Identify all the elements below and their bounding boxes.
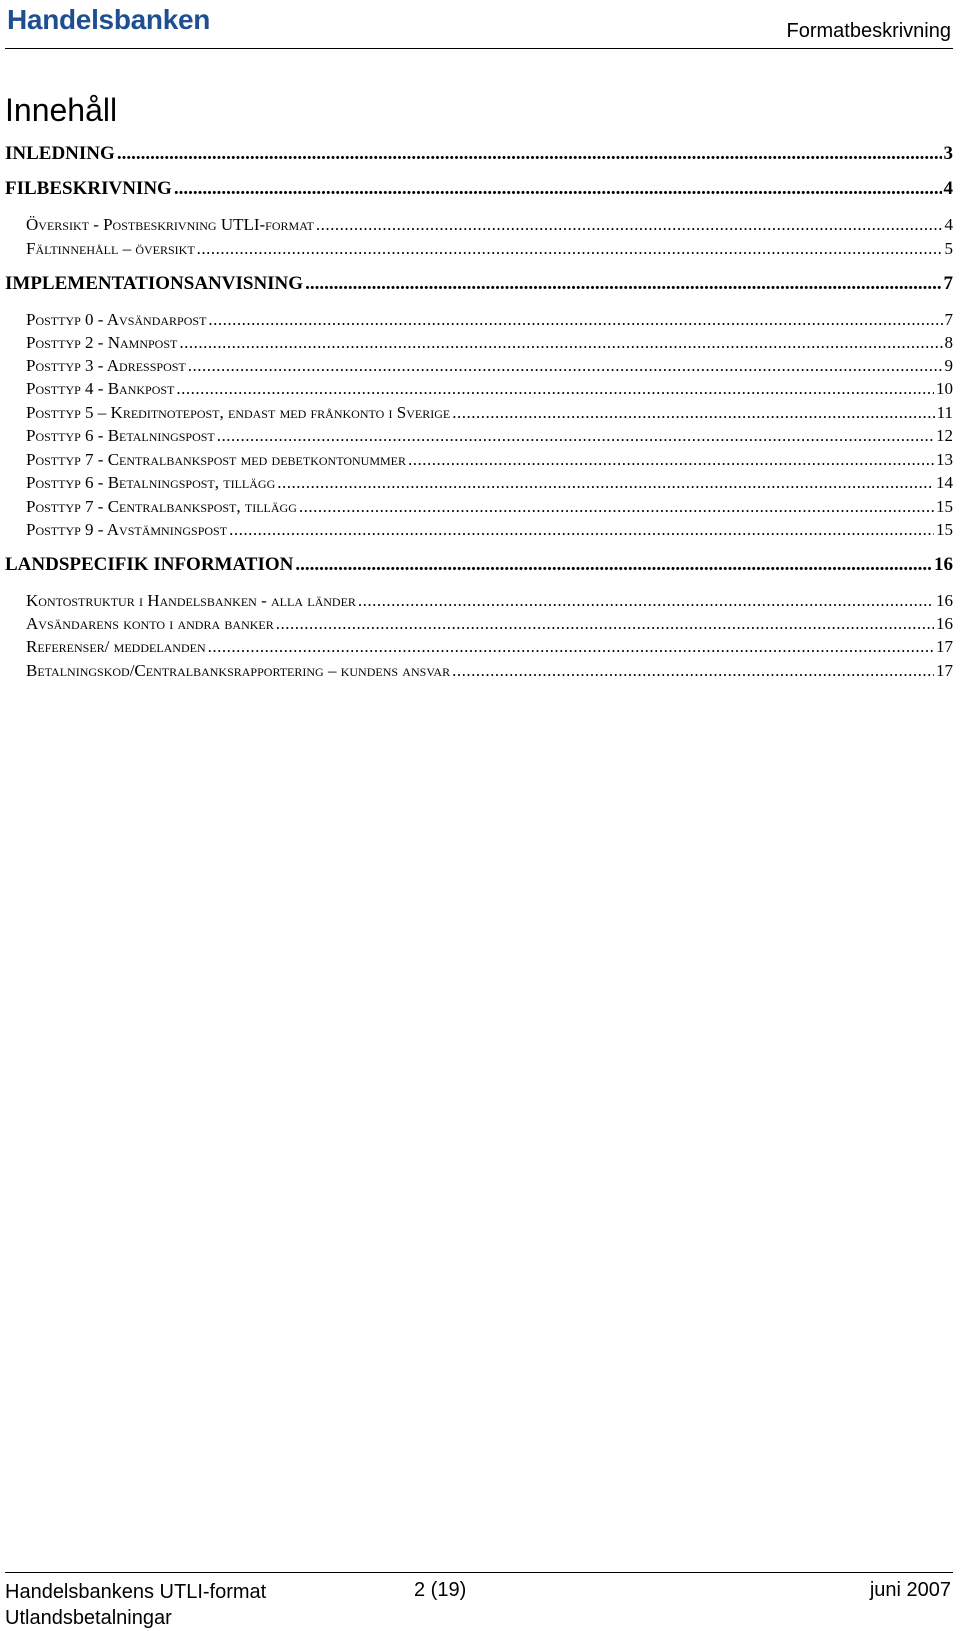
toc-entry-page-number: 4: [943, 178, 953, 199]
document-type-title: Formatbeskrivning: [786, 20, 951, 42]
toc-entry[interactable]: [5, 660, 953, 682]
page-header: [5, 0, 953, 49]
toc-entry-title: INLEDNING: [5, 143, 115, 164]
toc-entry-page-number: 9: [944, 356, 953, 375]
toc-entry[interactable]: [5, 178, 953, 200]
page-footer: [5, 1572, 953, 1629]
toc-entry-title: Posttyp 4 - Bankpost: [26, 379, 175, 398]
toc-entry-page-number: 5: [944, 239, 953, 258]
toc-heading: Innehåll: [5, 92, 118, 128]
toc-entry-page-number: 15: [936, 497, 953, 516]
toc-entry-page-number: 12: [936, 426, 953, 445]
toc-dot-leader: [174, 178, 942, 200]
toc-dot-leader: [117, 143, 942, 165]
toc-entry[interactable]: [5, 425, 953, 447]
toc-entry[interactable]: [5, 449, 953, 471]
toc-dot-leader: [452, 402, 934, 424]
toc-entry-title: Översikt - Postbeskrivning UTLI-format: [26, 215, 314, 234]
toc-entry[interactable]: [5, 613, 953, 635]
toc-dot-leader: [316, 214, 943, 236]
toc-entry-page-number: 8: [944, 333, 953, 352]
toc-dot-leader: [229, 519, 934, 541]
toc-entry-title: Referenser/ meddelanden: [26, 637, 206, 656]
footer-page-number: 2 (19): [414, 1579, 467, 1601]
toc-entry-page-number: 4: [944, 215, 953, 234]
toc-entry[interactable]: [5, 636, 953, 658]
toc-dot-leader: [452, 660, 934, 682]
toc-entry-page-number: 7: [944, 310, 953, 329]
toc-entry-page-number: 17: [936, 637, 953, 656]
toc-entry-title: Posttyp 7 - Centralbankspost, tillägg: [26, 497, 297, 516]
toc-dot-leader: [208, 309, 942, 331]
toc-entry[interactable]: [5, 378, 953, 400]
toc-dot-leader: [179, 332, 942, 354]
toc-dot-leader: [197, 238, 943, 260]
toc-entry[interactable]: [5, 496, 953, 518]
toc-entry-page-number: 16: [936, 614, 953, 633]
toc-entry-title: Posttyp 7 - Centralbankspost med debetkontonummer: [26, 450, 406, 469]
toc-entry-page-number: 16: [934, 554, 953, 575]
toc-entry-title: Posttyp 5 – Kreditnotepost, endast med frånkonto i Sverige: [26, 403, 451, 422]
toc-entry[interactable]: [5, 590, 953, 612]
toc-entry-page-number: 15: [936, 520, 953, 539]
toc-entry[interactable]: [5, 402, 953, 424]
toc-entry-page-number: 7: [943, 273, 953, 294]
toc-entry-page-number: 11: [936, 403, 953, 422]
toc-dot-leader: [295, 554, 932, 576]
toc-dot-leader: [299, 496, 934, 518]
toc-entry-page-number: 14: [936, 473, 953, 492]
toc-dot-leader: [276, 613, 934, 635]
toc-entry-title: LANDSPECIFIK INFORMATION: [5, 554, 294, 575]
toc-entry-title: Posttyp 3 - Adresspost: [26, 356, 186, 375]
footer-document-subtitle: Utlandsbetalningar: [5, 1607, 172, 1629]
toc-entry-page-number: 10: [936, 379, 953, 398]
toc-entry[interactable]: [5, 238, 953, 260]
footer-date: juni 2007: [869, 1579, 951, 1601]
toc-dot-leader: [277, 472, 934, 494]
toc-entry-title: Avsändarens konto i andra banker: [26, 614, 274, 633]
toc-dot-leader: [176, 378, 934, 400]
toc-entry-title: Betalningskod/Centralbanksrapportering – kundens ansvar: [26, 661, 451, 680]
footer-document-info: [5, 1579, 266, 1631]
toc-entry[interactable]: [5, 309, 953, 331]
toc-entry[interactable]: [5, 332, 953, 354]
toc-entry[interactable]: [5, 472, 953, 494]
toc-dot-leader: [408, 449, 934, 471]
toc-dot-leader: [305, 273, 941, 295]
toc-entry-page-number: 3: [943, 143, 953, 164]
toc-entry-title: Posttyp 6 - Betalningspost: [26, 426, 215, 445]
toc-entry-page-number: 13: [936, 450, 953, 469]
toc-dot-leader: [217, 425, 934, 447]
toc-dot-leader: [358, 590, 934, 612]
footer-document-name: Handelsbankens UTLI-format: [5, 1581, 267, 1603]
toc-entry-title: FILBESKRIVNING: [5, 178, 172, 199]
toc-entry-title: IMPLEMENTATIONSANVISNING: [5, 273, 304, 294]
toc-entry-title: Kontostruktur i Handelsbanken - alla länder: [26, 591, 356, 610]
toc-dot-leader: [208, 636, 934, 658]
toc-entry[interactable]: [5, 143, 953, 165]
toc-entry-title: Fältinnehåll – översikt: [26, 239, 195, 258]
toc-entry[interactable]: [5, 554, 953, 576]
handelsbanken-logo: Handelsbanken: [7, 4, 211, 35]
toc-entry[interactable]: [5, 273, 953, 295]
toc-dot-leader: [188, 355, 943, 377]
toc-entry-title: Posttyp 0 - Avsändarpost: [26, 310, 207, 329]
toc-entry[interactable]: [5, 355, 953, 377]
toc-entry[interactable]: [5, 519, 953, 541]
toc-entry-title: Posttyp 2 - Namnpost: [26, 333, 178, 352]
toc-entry-title: Posttyp 9 - Avstämningspost: [26, 520, 228, 539]
toc-entry[interactable]: [5, 214, 953, 236]
toc-entry-page-number: 16: [936, 591, 953, 610]
toc-entry-title: Posttyp 6 - Betalningspost, tillägg: [26, 473, 276, 492]
toc-entry-page-number: 17: [936, 661, 953, 680]
